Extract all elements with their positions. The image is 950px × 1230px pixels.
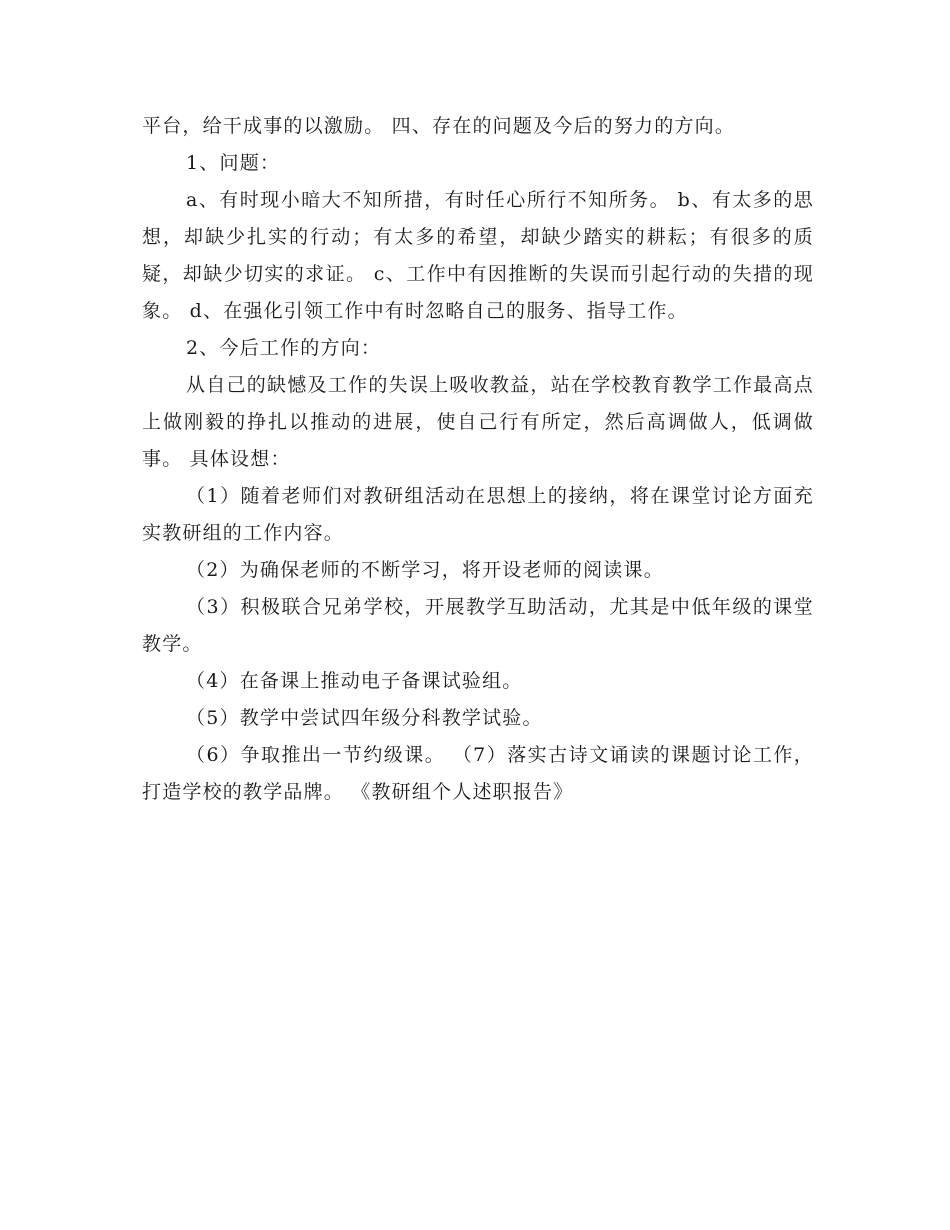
heading-problems: 1、问题： [186,152,281,174]
plan-item-2: （2）为确保老师的不断学习，将开设老师的阅读课。 [186,559,664,581]
plan-item-6-7: （6）争取推出一节约级课。 （7）落实古诗文诵读的课题讨论工作，打造学校的教学品牌。 《教研组个人述职报告》 [142,744,814,803]
plan-item-4: （4）在备课上推动电子备课试验组。 [186,670,523,692]
paragraph-problems-list: a、有时现小暗大不知所措，有时任心所行不知所务。 b、有太多的思想，却缺少扎实的行动；有太多的希望，却缺少踏实的耕耘；有很多的质疑，却缺少切实的求证。 c、工作中有因推断的失误而引起行动的失措的现象。 d、在强化引领工作中有时忽略自己的服务、指导工作。 [142,189,814,322]
heading-future-direction: 2、今后工作的方向： [186,337,382,359]
plan-item-3: （3）积极联合兄弟学校，开展教学互助活动，尤其是中低年级的课堂教学。 [142,596,814,655]
paragraph-continuation: 平台，给干成事的以激励。 四、存在的问题及今后的努力的方向。 [142,115,736,137]
plan-item-1: （1）随着老师们对教研组活动在思想上的接纳，将在课堂讨论方面充实教研组的工作内容。 [142,485,814,544]
paragraph-future-direction: 从自己的缺憾及工作的失误上吸收教益，站在学校教育教学工作最高点上做刚毅的挣扎以推动的进展，使自己行有所定，然后高调做人，低调做事。 具体设想： [142,374,814,470]
plan-item-5: （5）教学中尝试四年级分科教学试验。 [186,707,543,729]
document-body [142,108,814,811]
